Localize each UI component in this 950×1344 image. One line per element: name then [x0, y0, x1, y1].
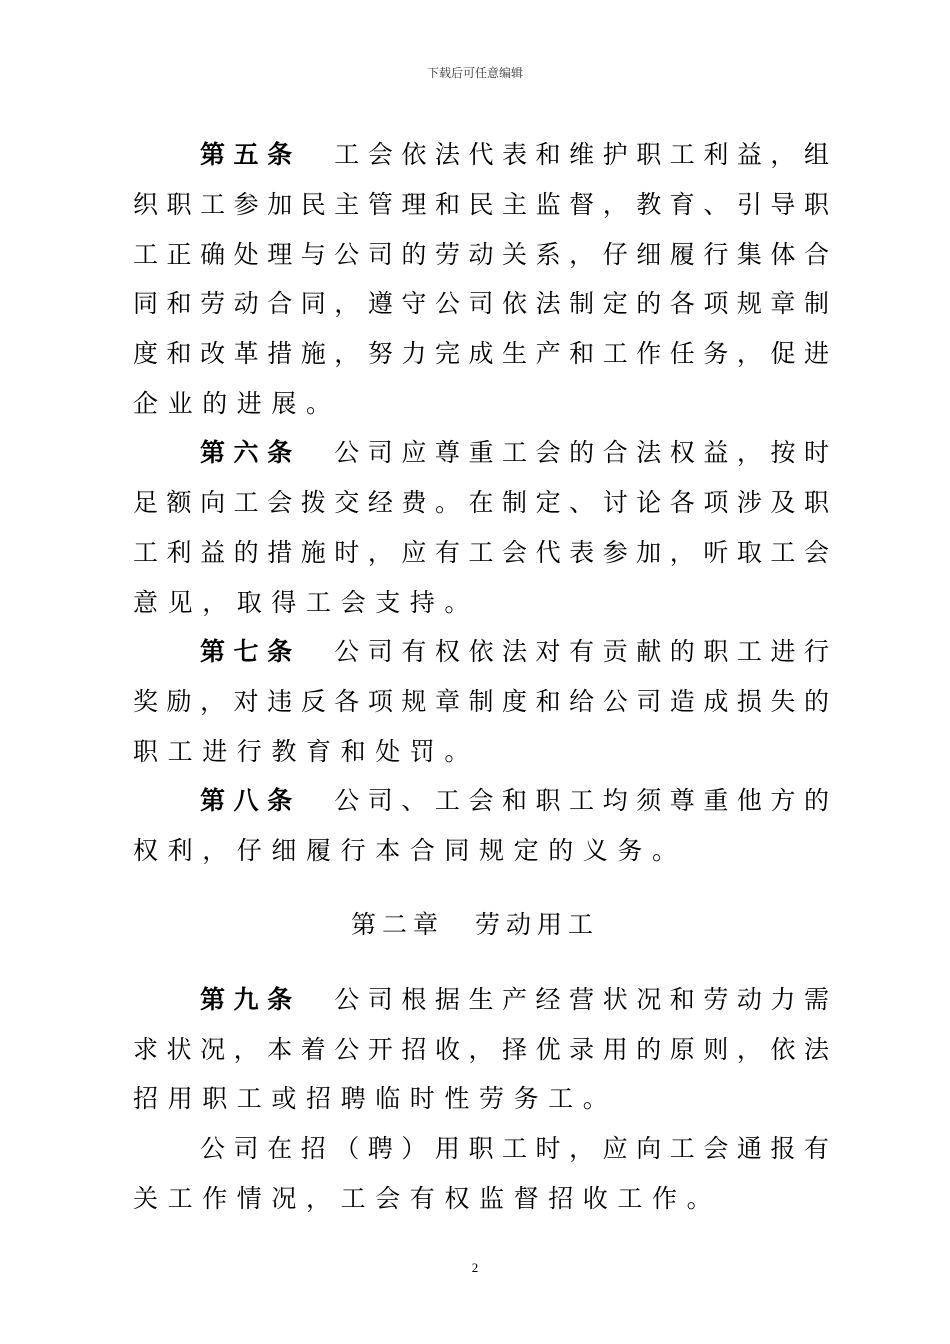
article-9-line-3: 招用职工或招聘临时性劳务工。: [133, 1084, 618, 1113]
article-9-line-1: 第九条 公司根据生产经营状况和劳动力需: [200, 985, 829, 1014]
article-5-heading: 第五条: [200, 140, 301, 169]
article-6-line-4: 意见，取得工会支持。: [133, 588, 480, 617]
article-8-heading: 第八条: [200, 786, 301, 815]
article-6-heading: 第六条: [200, 438, 301, 467]
paragraph-line-2: 关工作情况，工会有权监督招收工作。: [133, 1184, 722, 1213]
article-5-line-2: 织职工参加民主管理和民主监督，教育、引导职: [133, 190, 829, 219]
article-6-line-1: 第六条 公司应尊重工会的合法权益，按时: [200, 438, 829, 467]
article-6-line-2: 足额向工会拨交经费。在制定、讨论各项涉及职: [133, 488, 829, 517]
chapter-title: 劳动用工: [475, 910, 600, 939]
paragraph-line-1: 公司在招（聘）用职工时，应向工会通报有: [200, 1134, 829, 1163]
article-9-line-2: 求状况，本着公开招收，择优录用的原则，依法: [133, 1035, 829, 1064]
article-8-line-1: 第八条 公司、工会和职工均须尊重他方的: [200, 786, 829, 815]
article-9-heading: 第九条: [200, 985, 301, 1014]
article-7-heading: 第七条: [200, 637, 301, 666]
article-7-line-3: 职工进行教育和处罚。: [133, 737, 480, 766]
article-5-line-6: 企业的进展。: [133, 389, 341, 418]
page-header: 下载后可任意编辑: [426, 66, 523, 80]
article-5-line-4: 同和劳动合同，遵守公司依法制定的各项规章制: [133, 289, 829, 318]
article-5-line-5: 度和改革措施，努力完成生产和工作任务，促进: [133, 339, 829, 368]
article-5-line-1: 第五条 工会依法代表和维护职工利益，组: [200, 140, 829, 169]
article-5-line-3: 工正确处理与公司的劳动关系，仔细履行集体合: [133, 240, 829, 269]
article-7-line-1: 第七条 公司有权依法对有贡献的职工进行: [200, 637, 829, 666]
article-7-line-2: 奖励，对违反各项规章制度和给公司造成损失的: [133, 687, 829, 716]
article-6-line-3: 工利益的措施时，应有工会代表参加，听取工会: [133, 538, 829, 567]
article-8-line-2: 权利，仔细履行本合同规定的义务。: [133, 836, 687, 865]
page-number: 2: [471, 1260, 479, 1275]
chapter-heading: [0, 909, 950, 941]
chapter-number: 第二章: [350, 910, 444, 939]
